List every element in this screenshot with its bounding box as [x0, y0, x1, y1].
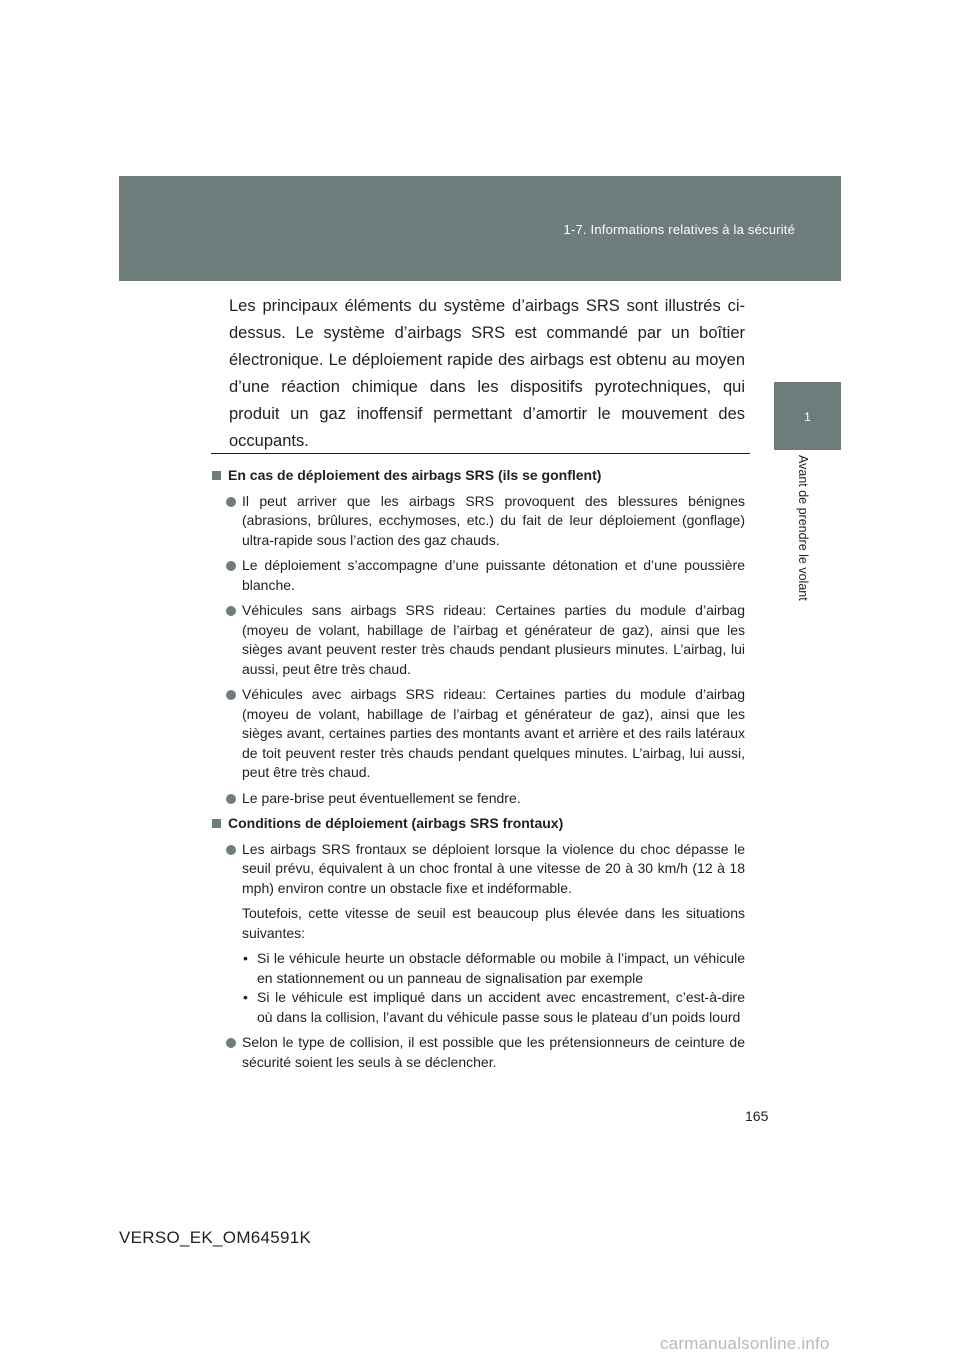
threshold-paragraph: Toutefois, cette vitesse de seuil est beaucoup plus élevée dans les situations suivantes:: [242, 905, 745, 941]
round-bullet-icon: [226, 845, 236, 855]
round-bullet-icon: [226, 690, 236, 700]
sub-list-item: [211, 949, 745, 988]
list-item-text: Selon le type de collision, il est possible que les prétensionneurs de ceinture de sécurité soient les seuls à se déclencher.: [242, 1034, 745, 1070]
list-item-text: Véhicules sans airbags SRS rideau: Certaines parties du module d’airbag (moyeu de volant, habillage de l’airbag et générateur de gaz), ainsi que les sièges avant peuvent rester très chauds pendant plusieurs minutes. L’airbag, lui aussi, peut être très chaud.: [242, 602, 745, 677]
chapter-number: 1: [804, 410, 811, 424]
round-bullet-icon: [226, 561, 236, 571]
sub-list-item-text: Si le véhicule est impliqué dans un accident avec encastrement, c’est-à-dire où dans la collision, l’avant du véhicule passe sous le plateau d’un poids lourd: [257, 989, 745, 1025]
round-bullet-icon: [226, 1038, 236, 1048]
document-code: VERSO_EK_OM64591K: [119, 1228, 312, 1247]
list-item-text: Véhicules avec airbags SRS rideau: Certaines parties du module d’airbag (moyeu de volant, habillage de l’airbag et générateur de gaz), ainsi que les sièges avant, certaines parties des montants avant et arrière et des rails latéraux de toit peuvent rester très chauds pendant quelques minutes. L’airbag, lui aussi, peut être très chaud.: [242, 686, 745, 780]
square-bullet-icon: [212, 471, 221, 480]
round-bullet-icon: [226, 497, 236, 507]
section-heading-text: Conditions de déploiement (airbags SRS frontaux): [228, 815, 564, 831]
section-heading-conditions: [211, 814, 745, 834]
section-heading-text: En cas de déploiement des airbags SRS (ils se gonflent): [228, 467, 602, 483]
dot-marker: •: [243, 989, 248, 1005]
chapter-side-label: [792, 455, 816, 635]
list-item: [211, 789, 745, 809]
dot-marker: •: [243, 950, 248, 966]
chapter-tab: [774, 382, 841, 450]
list-item: [211, 1033, 745, 1072]
list-item-text: Il peut arriver que les airbags SRS provoquent des blessures bénignes (abrasions, brûlures, ecchymoses, etc.) du fait de leur déploiement (gonflage) ultra-rapide sous l’action des gaz chauds.: [242, 492, 745, 548]
list-item-text: Le pare-brise peut éventuellement se fendre.: [242, 789, 521, 806]
page-number: 165: [745, 1108, 769, 1124]
sub-list-item-text: Si le véhicule heurte un obstacle déformable ou mobile à l’impact, un véhicule en stationnement ou un panneau de signalisation par exemple: [257, 950, 745, 986]
header-band: [119, 176, 841, 281]
watermark-text: carmanualsonline.info: [660, 1334, 830, 1353]
round-bullet-icon: [226, 606, 236, 616]
section-title: 1-7. Informations relatives à la sécurité: [563, 222, 795, 237]
list-item-text: Les airbags SRS frontaux se déploient lorsque la violence du choc dépasse le seuil prévu, équivalent à un choc frontal à une vitesse de 20 à 30 km/h (12 à 18 mph) environ contre un obstacle fixe et indéformable.: [242, 840, 745, 896]
round-bullet-icon: [226, 794, 236, 804]
chapter-label: Avant de prendre le volant: [796, 455, 810, 601]
intro-paragraph: Les principaux éléments du système d’airbags SRS sont illustrés ci-dessus. Le système d’airbags SRS est commandé par un boîtier électronique. Le déploiement rapide des airbags est obtenu au moyen d’une réaction chimique dans les dispositifs pyrotechniques, qui produit un gaz inoffensif permettant d’amortir le mouvement des occupants.: [229, 297, 745, 450]
list-item-text: Le déploiement s’accompagne d’une puissante détonation et d’une poussière blanche.: [242, 557, 745, 593]
list-item: [211, 840, 745, 899]
divider-rule: [211, 453, 750, 454]
square-bullet-icon: [212, 819, 221, 828]
section-heading-deployment: [211, 466, 745, 486]
list-item: [211, 556, 745, 595]
list-item: [211, 601, 745, 679]
list-item: [211, 492, 745, 551]
sub-list-item: [211, 988, 745, 1027]
main-content: [211, 466, 745, 1078]
list-item: [211, 685, 745, 783]
